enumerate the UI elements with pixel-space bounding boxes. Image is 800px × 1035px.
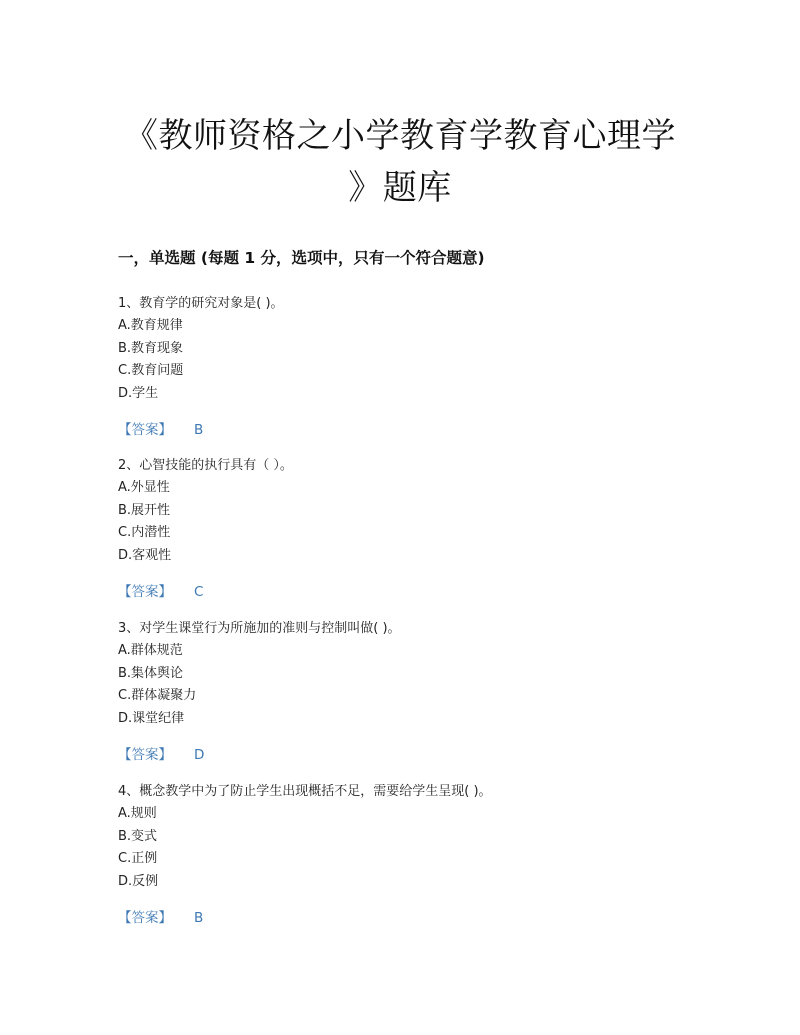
option-a: A.外显性 bbox=[118, 480, 170, 495]
option-d: D.课堂纪律 bbox=[118, 710, 185, 726]
option-c: C.教育问题 bbox=[118, 363, 184, 378]
answer-label: 【答案】 bbox=[118, 910, 172, 926]
question-stem: 3、对学生课堂行为所施加的准则与控制叫做( )。 bbox=[118, 621, 401, 636]
question-stem: 4、概念教学中为了防止学生出现概括不足，需要给学生呈现( )。 bbox=[118, 784, 492, 799]
question-stem: 1、教育学的研究对象是( )。 bbox=[118, 296, 284, 311]
option-c: C.正例 bbox=[118, 851, 158, 866]
question-2 bbox=[118, 455, 678, 603]
answer-value: D bbox=[194, 747, 205, 763]
option-a: A.规则 bbox=[118, 806, 157, 821]
option-d: D.反例 bbox=[118, 873, 159, 889]
question-1 bbox=[118, 293, 678, 441]
option-b: B.变式 bbox=[118, 828, 158, 844]
section-heading: 一，单选题 (每题 1 分，选项中，只有一个符合题意) bbox=[118, 249, 485, 267]
answer-line bbox=[118, 581, 678, 603]
option-d: D.学生 bbox=[118, 385, 159, 401]
answer-value: C bbox=[194, 584, 204, 600]
answer-label: 【答案】 bbox=[118, 584, 172, 600]
answer-label: 【答案】 bbox=[118, 422, 172, 438]
answer-value: B bbox=[194, 422, 204, 438]
option-a: A.教育规律 bbox=[118, 318, 183, 333]
answer-line bbox=[118, 744, 678, 766]
option-d: D.客观性 bbox=[118, 547, 172, 563]
answer-label: 【答案】 bbox=[118, 747, 172, 763]
answer-line bbox=[118, 419, 678, 441]
option-b: B.教育现象 bbox=[118, 340, 184, 356]
question-4 bbox=[118, 781, 678, 929]
option-c: C.内潜性 bbox=[118, 525, 171, 540]
document-title-line-1: 《教师资格之小学教育学教育心理学 bbox=[124, 116, 676, 156]
document-title-line-2: 》题库 bbox=[348, 168, 452, 208]
option-b: B.集体舆论 bbox=[118, 665, 184, 681]
option-b: B.展开性 bbox=[118, 502, 171, 518]
answer-line bbox=[118, 907, 678, 929]
question-3 bbox=[118, 618, 678, 766]
answer-value: B bbox=[194, 910, 204, 926]
option-c: C.群体凝聚力 bbox=[118, 688, 197, 703]
question-stem: 2、心智技能的执行具有（ ）。 bbox=[118, 458, 293, 473]
option-a: A.群体规范 bbox=[118, 643, 183, 658]
